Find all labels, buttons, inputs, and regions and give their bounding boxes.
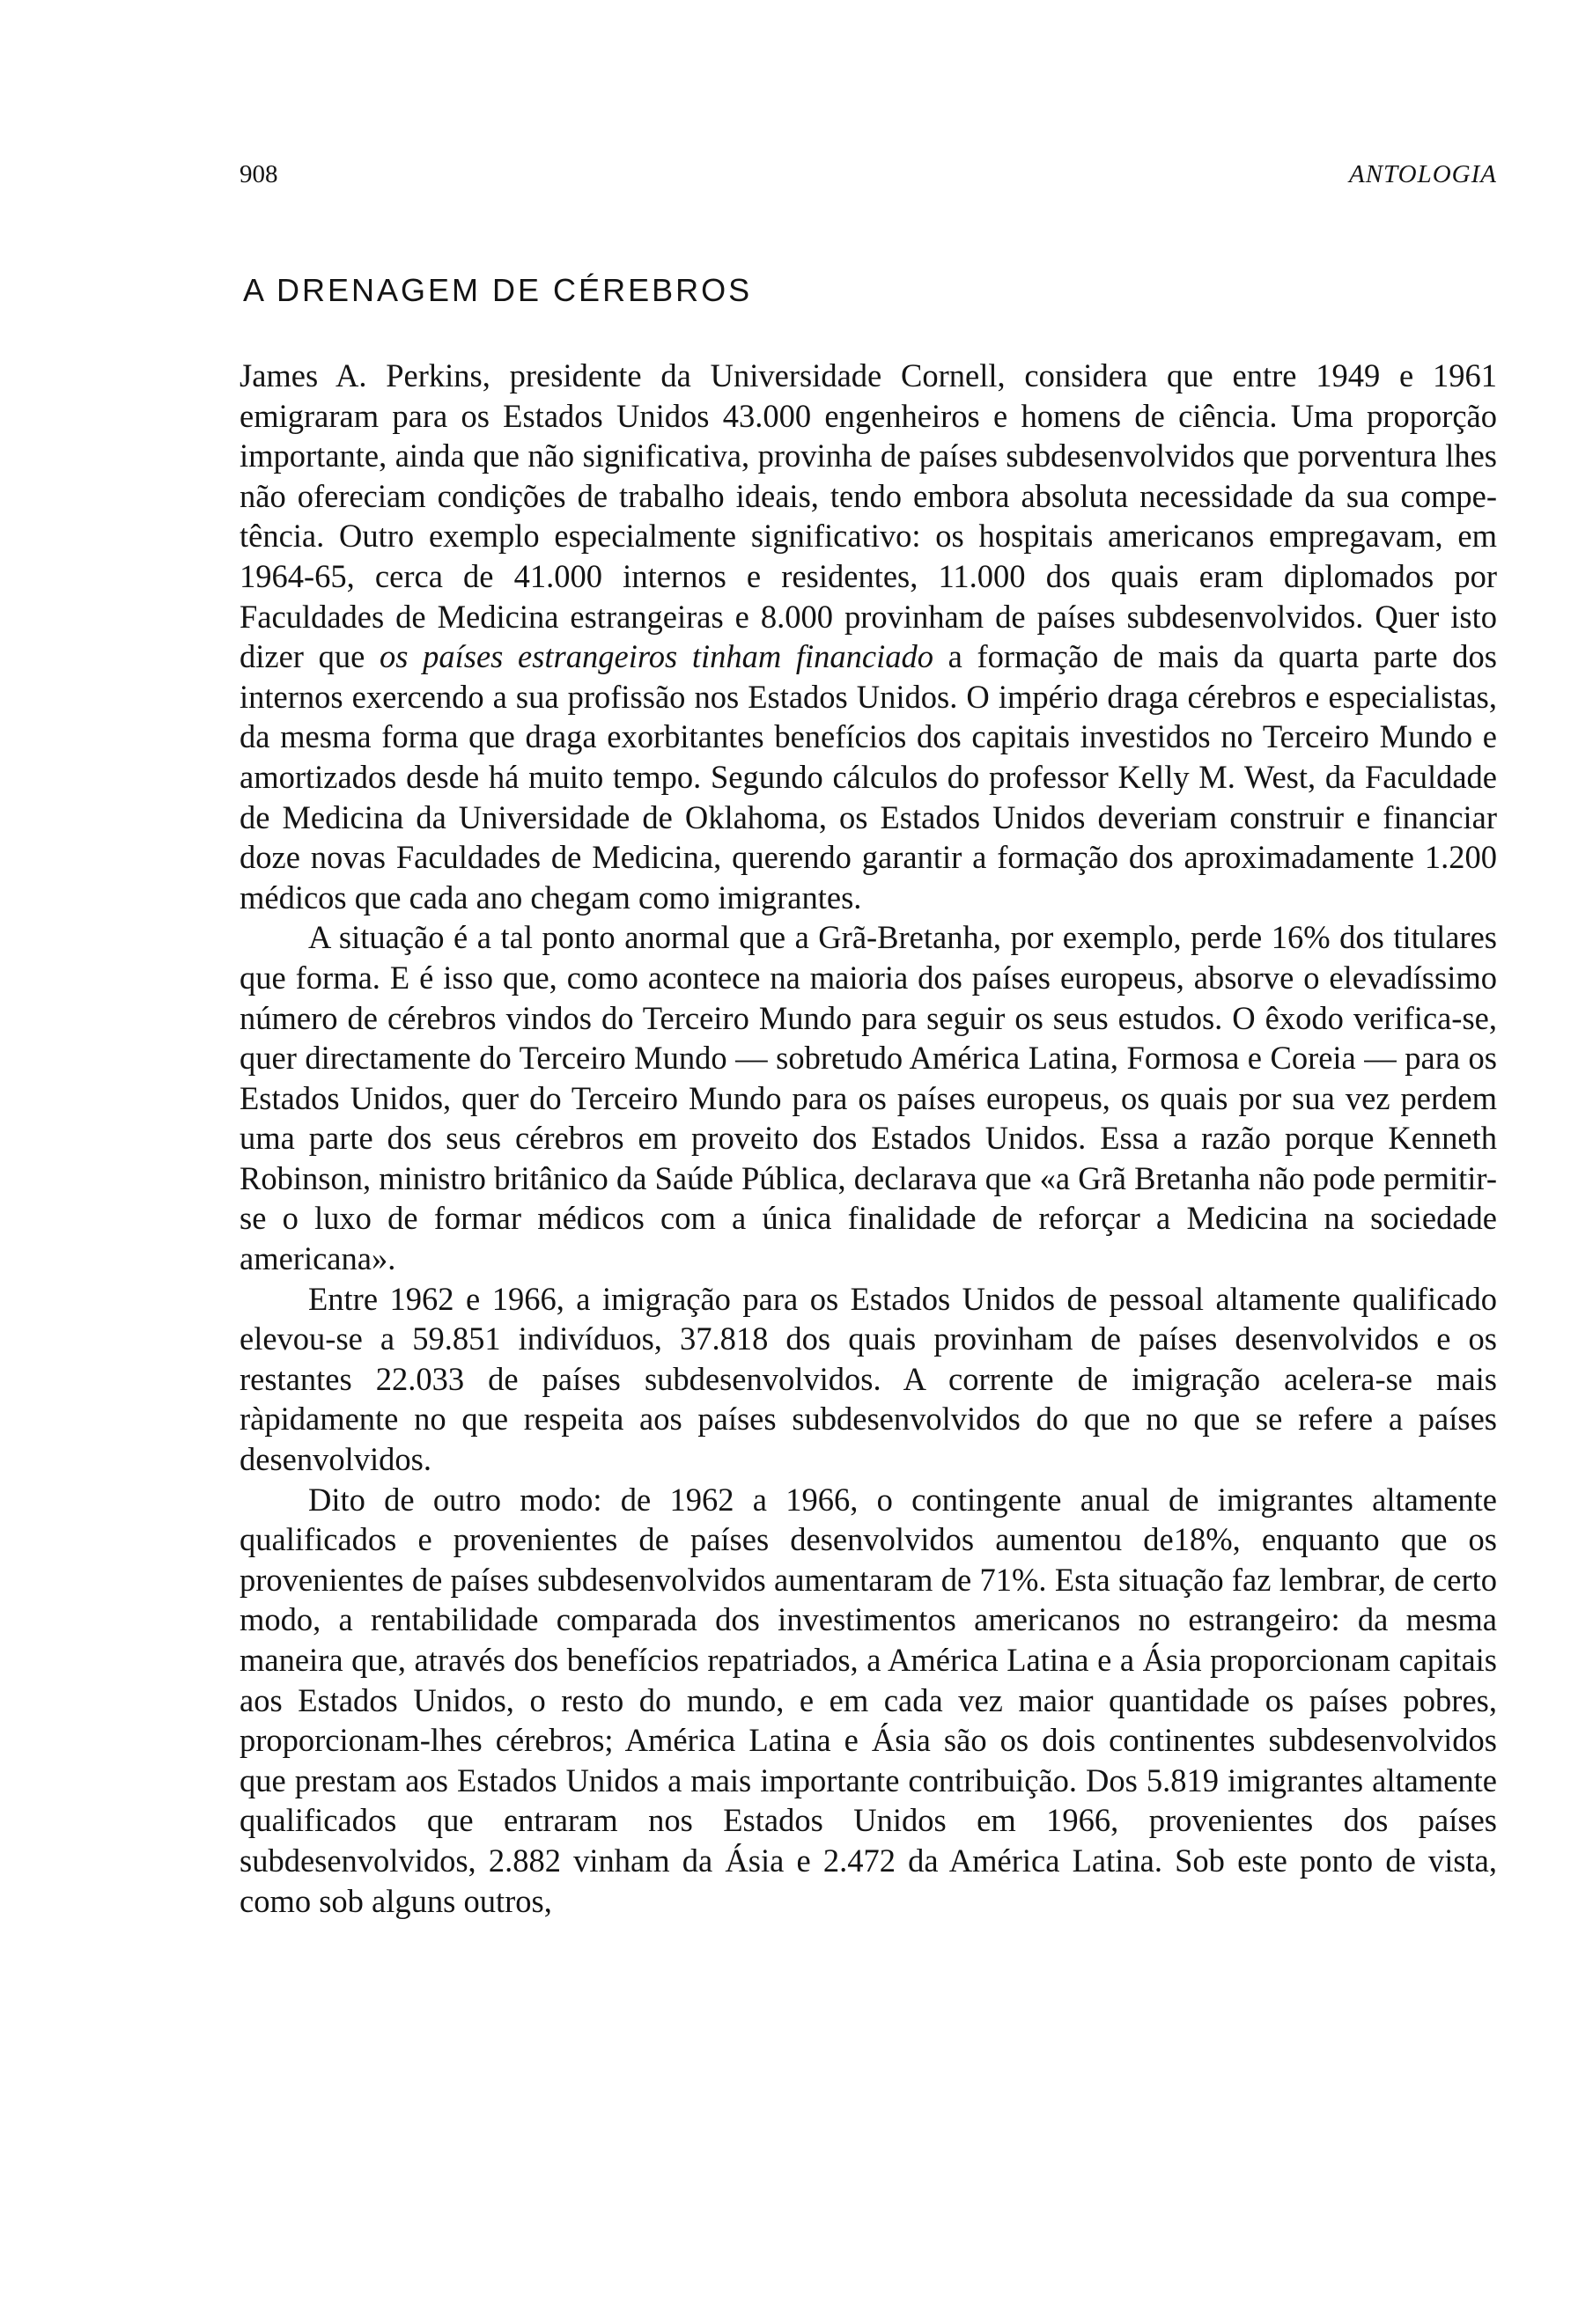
article-body bbox=[240, 356, 1497, 1921]
paragraph-4: Dito de outro modo: de 1962 a 1966, o contingente anual de imigrantes altamente qualificados e provenientes de países desenvolvidos aumentou de18%, enquanto que os provenientes de países subdesenvolvidos aumentaram de 71%. Esta situação faz lembrar, de certo modo, a rentabilidade comparada dos investimentos americanos no estrangeiro: da mesma maneira que, através dos benefícios repatriados, a América Latina e a Ásia proporcionam capitais aos Estados Unidos, o resto do mundo, e em cada vez maior quantidade os países pobres, proporcionam-lhes cérebros; América Latina e Ásia são os dois continentes subdesenvolvidos que prestam aos Estados Unidos a mais importante contribuição. Dos 5.819 imigrantes altamente qualificados que entraram nos Estados Unidos em 1966, provenientes dos países subdesenvolvidos, 2.882 vinham da Ásia e 2.472 da América Latina. Sob este ponto de vista, como sob alguns outros, bbox=[240, 1481, 1497, 1919]
paragraph-1-italic-phrase: os países estrangeiros tinham financiado bbox=[379, 638, 933, 675]
article-title: A DRENAGEM DE CÉREBROS bbox=[243, 272, 753, 308]
running-head bbox=[240, 157, 1497, 192]
paragraph-1-text-before: James A. Perkins, presidente da Universidade Cornell, considera que entre 1949 e 1961 emigraram para os Estados Unidos 43.000 engenheiros e homens de ciência. Uma proporção importante, ainda que não significativa, provinha de países subdesenvolvidos que porventura lhes não ofereciam condições de trabalho ideais, tendo embora absoluta necessidade da sua competência. Outro exemplo especialmente significativo: os hospitais americanos empregavam, em 1964-65, cerca de 41.000 internos e residentes, 11.000 dos quais eram diplomados por Faculdades de Medicina estrangeiras e 8.000 provinham de países subdesenvolvidos. Quer isto dizer que bbox=[240, 357, 1497, 675]
paragraph-2: A situação é a tal ponto anormal que a Grã-Bretanha, por exemplo, perde 16% dos titulares que forma. E é isso que, como acontece na maioria dos países europeus, absorve o elevadíssimo número de cérebros vindos do Terceiro Mundo para seguir os seus estudos. O êxodo verifica-se, quer directamente do Terceiro Mundo — sobretudo América Latina, Formosa e Coreia — para os Estados Unidos, quer do Terceiro Mundo para os países europeus, os quais por sua vez perdem uma parte dos seus cérebros em proveito dos Estados Unidos. Essa a razão porque Kenneth Robinson, ministro britânico da Saúde Pública, declarava que «a Grã Bretanha não pode permitir-se o luxo de formar médicos com a única finalidade de reforçar a Medicina na sociedade americana». bbox=[240, 919, 1497, 1277]
paragraph-1-text-after: a formação de mais da quarta parte dos internos exercendo a sua profissão nos Estados Unidos. O império draga cérebros e especialistas, da mesma forma que draga exorbitantes benefícios dos capitais investidos no Terceiro Mundo e amortizados desde há muito tempo. Segundo cálculos do professor Kelly M. West, da Faculdade de Medicina da Universidade de Oklahoma, os Estados Unidos deveriam construir e financiar doze novas Faculdades de Medicina, querendo garantir a formação dos aproximadamente 1.200 médicos que cada ano chegam como imigrantes. bbox=[240, 638, 1497, 916]
paragraph-1 bbox=[240, 356, 1497, 917]
paragraph-3: Entre 1962 e 1966, a imigração para os Estados Unidos de pessoal altamente qualificado elevou-se a 59.851 indivíduos, 37.818 dos quais provinham de países desenvolvidos e os restantes 22.033 de países subdesenvolvidos. A corrente de imigração acelera-se mais ràpidamente no que respeita aos países subdesenvolvidos do que no que se refere a países desenvolvidos. bbox=[240, 1280, 1497, 1478]
page-number: 908 bbox=[240, 160, 278, 188]
running-title: ANTOLOGIA bbox=[1349, 160, 1497, 188]
